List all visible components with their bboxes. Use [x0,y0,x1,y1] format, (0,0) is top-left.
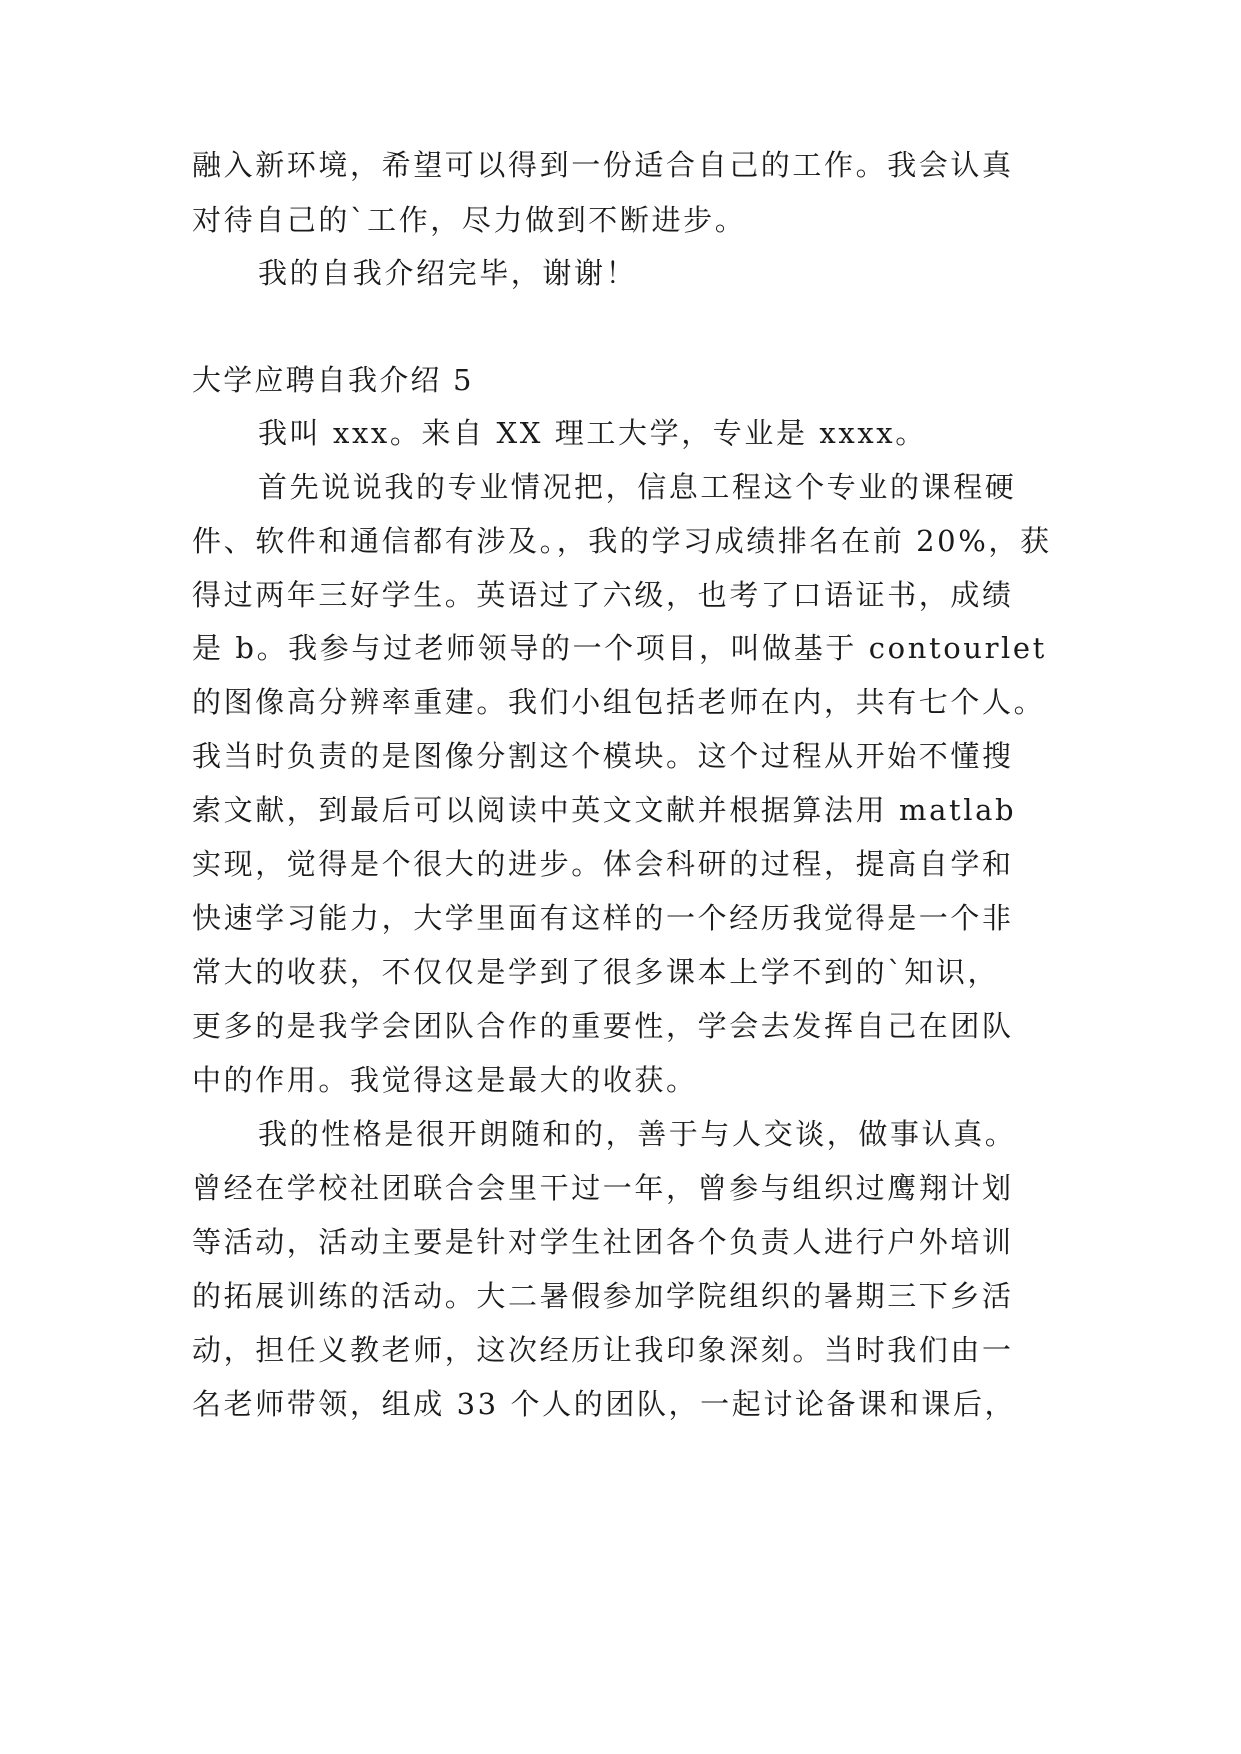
text-line: 中的作用。我觉得这是最大的收获。 [192,1063,698,1097]
text-line: 等活动，活动主要是针对学生社团各个负责人进行户外培训 [192,1225,1014,1259]
text-line: 我的性格是很开朗随和的，善于与人交谈，做事认真。 [258,1117,1017,1151]
text-line: 名老师带领，组成 33 个人的团队，一起讨论备课和课后， [192,1387,1017,1421]
text-line: 的图像高分辨率重建。我们小组包括老师在内，共有七个人。 [192,685,1046,719]
text-line: 我的自我介绍完毕，谢谢！ [258,256,638,290]
text-line: 曾经在学校社团联合会里干过一年，曾参与组织过鹰翔计划 [192,1171,1014,1205]
text-line: 更多的是我学会团队合作的重要性，学会去发挥自己在团队 [192,1009,1014,1043]
text-line: 索文献，到最后可以阅读中英文文献并根据算法用 matlab [192,793,1017,827]
text-line: 得过两年三好学生。英语过了六级，也考了口语证书，成绩 [192,578,1014,612]
text-line: 的拓展训练的活动。大二暑假参加学院组织的暑期三下乡活 [192,1279,1014,1313]
text-line: 融入新环境，希望可以得到一份适合自己的工作。我会认真 [192,148,1014,182]
text-line: 我叫 xxx。来自 XX 理工大学，专业是 xxxx。 [258,416,927,450]
text-line: 是 b。我参与过老师领导的一个项目，叫做基于 contourlet [192,631,1047,665]
text-line: 常大的收获，不仅仅是学到了很多课本上学不到的`知识， [192,955,1000,989]
text-line: 动，担任义教老师，这次经历让我印象深刻。当时我们由一 [192,1333,1014,1367]
text-line: 我当时负责的是图像分割这个模块。这个过程从开始不懂搜 [192,739,1014,773]
text-line: 实现，觉得是个很大的进步。体会科研的过程，提高自学和 [192,847,1014,881]
text-line: 首先说说我的专业情况把，信息工程这个专业的课程硬 [258,470,1017,504]
text-line: 对待自己的`工作，尽力做到不断进步。 [192,203,747,237]
section-heading: 大学应聘自我介绍 5 [192,363,474,397]
text-line: 件、软件和通信都有涉及。，我的学习成绩排名在前 20%，获 [192,524,1052,558]
text-line: 快速学习能力，大学里面有这样的一个经历我觉得是一个非 [192,901,1014,935]
